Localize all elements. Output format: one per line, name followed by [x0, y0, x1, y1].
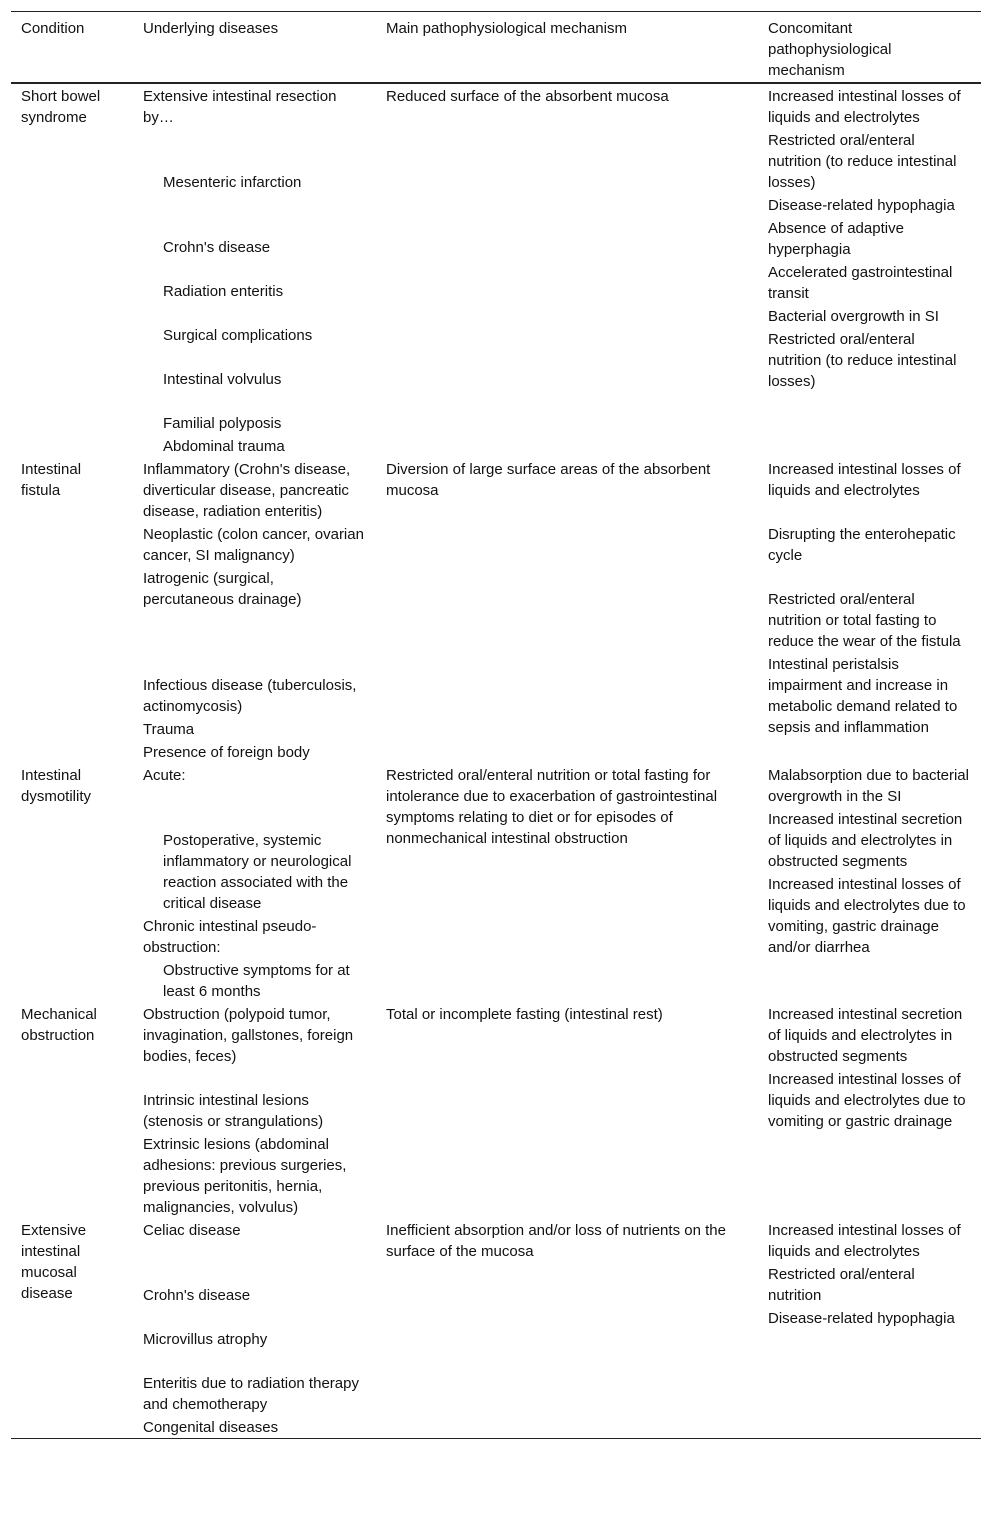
disease-item: Intrinsic intestinal lesions (stenosis or strangulations) [143, 1092, 324, 1130]
condition-cell: Intestinal fistula [21, 461, 82, 499]
disease-item: Extensive intestinal resection by… [143, 88, 337, 126]
concomitant-cell [758, 763, 981, 1002]
disease-item: Familial polyposis [163, 415, 282, 432]
table-row [11, 457, 981, 763]
header-concomitant-mechanism: Concomitant pathophysiological mechanism [768, 20, 892, 79]
table-row [11, 83, 981, 457]
disease-item: Surgical complications [163, 327, 313, 344]
disease-item: Crohn's disease [143, 1287, 251, 1304]
concomitant-item: Restricted oral/enteral nutrition (to reduce intestinal losses) [768, 331, 957, 390]
concomitant-item: Accelerated gastrointestinal transit [768, 264, 953, 302]
diseases-cell [133, 1002, 376, 1218]
concomitant-item: Bacterial overgrowth in SI [768, 308, 939, 325]
disease-item: Extrinsic lesions (abdominal adhesions: previous surgeries, previous peritonitis, hernia, malignancies, volvulus) [143, 1136, 347, 1216]
concomitant-item: Intestinal peristalsis impairment and increase in metabolic demand related to sepsis and inflammation [768, 656, 958, 736]
concomitant-item: Disease-related hypophagia [768, 197, 955, 214]
table-header [11, 12, 981, 84]
header-row [11, 12, 981, 84]
disease-item: Celiac disease [143, 1222, 241, 1239]
diseases-cell [133, 83, 376, 457]
diseases-cell [133, 763, 376, 1002]
disease-item: Trauma [143, 721, 195, 738]
condition-cell: Short bowel syndrome [21, 88, 101, 126]
disease-item: Neoplastic (colon cancer, ovarian cancer, SI malignancy) [143, 526, 364, 564]
concomitant-item: Increased intestinal secretion of liquids and electrolytes in obstructed segments [768, 811, 963, 870]
concomitant-item: Increased intestinal losses of liquids and electrolytes [768, 461, 961, 499]
table-row [11, 1002, 981, 1218]
disease-item: Postoperative, systemic inflammatory or neurological reaction associated with the critical disease [163, 832, 352, 912]
concomitant-item: Increased intestinal losses of liquids and electrolytes due to vomiting or gastric drainage [768, 1071, 966, 1130]
concomitant-item: Restricted oral/enteral nutrition or total fasting to reduce the wear of the fistula [768, 591, 961, 650]
disease-item: Inflammatory (Crohn's disease, diverticular disease, pancreatic disease, radiation enteritis) [143, 461, 351, 520]
table-row [11, 763, 981, 1002]
header-main-mechanism: Main pathophysiological mechanism [386, 20, 627, 37]
concomitant-item: Disrupting the enterohepatic cycle [768, 526, 956, 564]
concomitant-item: Restricted oral/enteral nutrition (to reduce intestinal losses) [768, 132, 957, 191]
disease-item: Intestinal volvulus [163, 371, 282, 388]
diseases-cell [133, 1218, 376, 1439]
disease-item: Chronic intestinal pseudo-obstruction: [143, 918, 317, 956]
header-underlying-diseases: Underlying diseases [143, 20, 279, 37]
conditions-table-container [11, 11, 981, 1439]
disease-item: Radiation enteritis [163, 283, 284, 300]
table-row [11, 1218, 981, 1439]
concomitant-item: Restricted oral/enteral nutrition [768, 1266, 915, 1304]
disease-item: Microvillus atrophy [143, 1331, 268, 1348]
disease-item: Mesenteric infarction [163, 174, 302, 191]
concomitant-item: Increased intestinal losses of liquids and electrolytes due to vomiting, gastric drainage and/or diarrhea [768, 876, 966, 956]
disease-item: Obstruction (polypoid tumor, invagination, gallstones, foreign bodies, feces) [143, 1006, 354, 1065]
table-body [11, 83, 981, 1439]
concomitant-cell [758, 457, 981, 763]
concomitant-item: Increased intestinal secretion of liquids and electrolytes in obstructed segments [768, 1006, 963, 1065]
concomitant-item: Absence of adaptive hyperphagia [768, 220, 904, 258]
disease-item: Iatrogenic (surgical, percutaneous drainage) [143, 570, 302, 608]
main-mechanism-cell: Total or incomplete fasting (intestinal rest) [386, 1006, 663, 1023]
condition-cell: Intestinal dysmotility [21, 767, 92, 805]
disease-item: Abdominal trauma [163, 438, 285, 455]
concomitant-cell [758, 83, 981, 457]
diseases-cell [133, 457, 376, 763]
concomitant-cell [758, 1218, 981, 1439]
concomitant-item: Increased intestinal losses of liquids and electrolytes [768, 88, 961, 126]
disease-item: Presence of foreign body [143, 744, 310, 761]
concomitant-cell [758, 1002, 981, 1218]
condition-cell: Extensive intestinal mucosal disease [21, 1222, 87, 1302]
header-condition: Condition [21, 20, 85, 37]
disease-item: Congenital diseases [143, 1419, 279, 1436]
main-mechanism-cell: Reduced surface of the absorbent mucosa [386, 88, 669, 105]
concomitant-item: Malabsorption due to bacterial overgrowth in the SI [768, 767, 969, 805]
main-mechanism-cell: Diversion of large surface areas of the absorbent mucosa [386, 461, 711, 499]
disease-item: Enteritis due to radiation therapy and chemotherapy [143, 1375, 359, 1413]
disease-item: Crohn's disease [163, 239, 271, 256]
conditions-table [11, 11, 981, 1439]
disease-item: Acute: [143, 767, 186, 784]
disease-item: Obstructive symptoms for at least 6 months [163, 962, 350, 1000]
main-mechanism-cell: Inefficient absorption and/or loss of nutrients on the surface of the mucosa [386, 1222, 726, 1260]
concomitant-item: Increased intestinal losses of liquids and electrolytes [768, 1222, 961, 1260]
condition-cell: Mechanical obstruction [21, 1006, 97, 1044]
disease-item: Infectious disease (tuberculosis, actinomycosis) [143, 677, 357, 715]
concomitant-item: Disease-related hypophagia [768, 1310, 955, 1327]
main-mechanism-cell: Restricted oral/enteral nutrition or total fasting for intolerance due to exacerbation of gastrointestinal symptoms relating to diet or for episodes of nonmechanical intestinal obstruction [386, 767, 718, 847]
